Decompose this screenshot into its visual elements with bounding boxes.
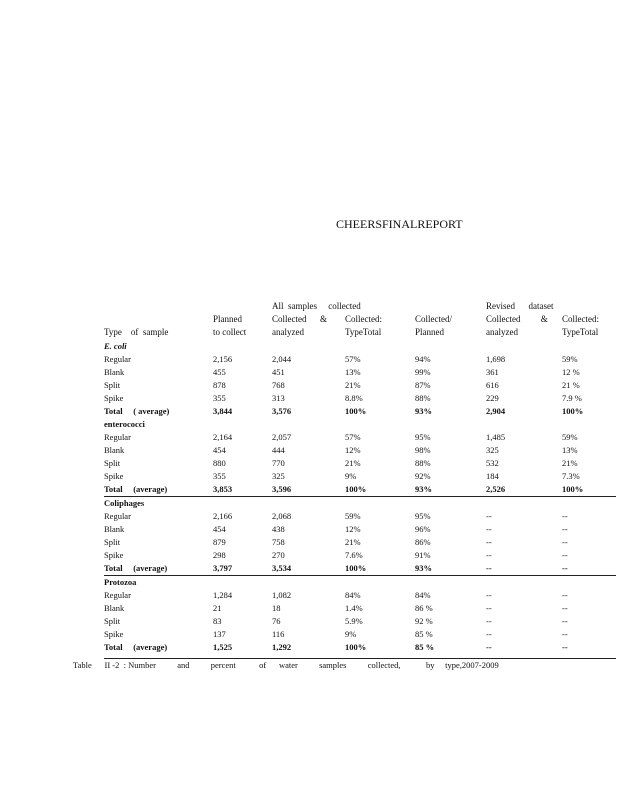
empty-cell [213, 418, 272, 431]
table-cell: 21% [345, 458, 361, 468]
table-cell: 59% [562, 432, 578, 442]
header-collected-slash: Collected/ [415, 314, 452, 324]
table-cell: 99% [415, 367, 431, 377]
header-rev-type-total: TypeTotal [562, 327, 599, 337]
empty-cell [486, 340, 562, 353]
table-cell: -- [562, 603, 568, 613]
table-cell: 93% [415, 563, 432, 573]
table-cell: -- [562, 563, 568, 573]
table-cell: 270 [272, 550, 285, 560]
table-row [104, 353, 616, 366]
header-type-total: TypeTotal [345, 327, 382, 337]
empty-cell [272, 418, 345, 431]
table-cell: -- [562, 511, 568, 521]
table-cell: 21 % [562, 380, 580, 390]
table-cell: 57% [345, 354, 361, 364]
section-header-row [104, 576, 616, 590]
table-cell: 93% [415, 406, 432, 416]
table-row [104, 457, 616, 470]
table-cell: 3,534 [272, 563, 292, 573]
table-cell: 96% [415, 524, 431, 534]
row-label: Regular [104, 354, 131, 364]
table-row [104, 379, 616, 392]
row-label: Total (average) [104, 642, 168, 652]
table-cell: -- [562, 590, 568, 600]
table-cell: -- [486, 590, 492, 600]
table-cell: 92 % [415, 616, 433, 626]
row-label: Total (average) [104, 563, 168, 573]
table-cell: -- [486, 629, 492, 639]
table-cell: -- [486, 642, 492, 652]
row-label: Regular [104, 432, 131, 442]
empty-cell [345, 576, 415, 590]
table-cell: 444 [272, 445, 285, 455]
row-label: Spike [104, 393, 124, 403]
table-cell: 95% [415, 511, 431, 521]
table-cell: 1,485 [486, 432, 506, 442]
table-cell: 451 [272, 367, 285, 377]
empty-cell [345, 340, 415, 353]
table-cell: 137 [213, 629, 226, 639]
table-cell: 3,596 [272, 484, 292, 494]
table-cell: 1,525 [213, 642, 233, 652]
table-cell: 2,166 [213, 511, 233, 521]
table-cell: 95% [415, 432, 431, 442]
section-header-row [104, 497, 616, 511]
section-name: enterococci [104, 419, 145, 429]
table-cell: 84% [415, 590, 431, 600]
table-cell: 2,904 [486, 406, 506, 416]
header-type-of-sample: Type of sample [104, 327, 169, 337]
table-cell: 59% [562, 354, 578, 364]
empty-cell [213, 497, 272, 511]
total-row [104, 483, 616, 497]
header-rev-analyzed: analyzed [486, 327, 518, 337]
empty-cell [486, 576, 562, 590]
section-name: E. coli [104, 341, 127, 351]
table-cell: 21% [345, 537, 361, 547]
table-cell: 57% [345, 432, 361, 442]
empty-cell [562, 340, 616, 353]
header-planned-2: Planned [415, 327, 444, 337]
empty-cell [272, 497, 345, 511]
table-cell: 12 % [562, 367, 580, 377]
table-row [104, 602, 616, 615]
empty-cell [562, 576, 616, 590]
table-cell: -- [486, 563, 492, 573]
table-cell: 85 % [415, 629, 433, 639]
table-row [104, 444, 616, 457]
table-cell: 7.6% [345, 550, 363, 560]
row-label: Spike [104, 629, 124, 639]
section-name: Protozoa [104, 576, 213, 590]
table-cell: 83 [213, 616, 222, 626]
table-cell: 100% [345, 642, 367, 652]
table-cell: 13% [562, 445, 578, 455]
row-label: Total ( average) [104, 406, 170, 416]
table-cell: 455 [213, 367, 226, 377]
table-cell: 2,526 [486, 484, 506, 494]
table-cell: 768 [272, 380, 285, 390]
table-cell: 454 [213, 445, 226, 455]
table-cell: -- [562, 642, 568, 652]
table-cell: 3,797 [213, 563, 233, 573]
table-cell: 100% [562, 406, 584, 416]
table-cell: -- [562, 629, 568, 639]
row-label: Regular [104, 511, 131, 521]
table-cell: 59% [345, 511, 361, 521]
table-row [104, 628, 616, 641]
row-label: Split [104, 458, 121, 468]
table-cell: 21% [562, 458, 578, 468]
table-cell: 355 [213, 471, 226, 481]
table-cell: 84% [345, 590, 361, 600]
table-cell: 21 [213, 603, 222, 613]
table-cell: 1,292 [272, 642, 292, 652]
table-row [104, 510, 616, 523]
row-label: Regular [104, 590, 131, 600]
table-cell: 229 [486, 393, 499, 403]
table-cell: -- [486, 616, 492, 626]
table-cell: 8.8% [345, 393, 363, 403]
table-cell: 438 [272, 524, 285, 534]
table-cell: 454 [213, 524, 226, 534]
row-label: Total (average) [104, 484, 168, 494]
table-row [104, 470, 616, 483]
table-bottom-rule [104, 658, 616, 659]
table-cell: 18 [272, 603, 281, 613]
row-label: Blank [104, 367, 125, 377]
table-cell: -- [562, 616, 568, 626]
table-cell: 12% [345, 524, 361, 534]
table-cell: 86 % [415, 603, 433, 613]
table-cell: 880 [213, 458, 226, 468]
table-row [104, 589, 616, 602]
table-cell: 85 % [415, 642, 435, 652]
table-cell: 86% [415, 537, 431, 547]
header-rev-collected-amp: Collected & [486, 314, 548, 324]
table-cell: 878 [213, 380, 226, 390]
section-header-row [104, 418, 616, 431]
table-cell: 2,068 [272, 511, 292, 521]
table-row [104, 366, 616, 379]
table-cell: 100% [562, 484, 584, 494]
table-cell: 532 [486, 458, 499, 468]
total-row [104, 405, 616, 418]
table-cell: 879 [213, 537, 226, 547]
table-cell: 94% [415, 354, 431, 364]
header-all-samples: All samples collected [272, 301, 361, 311]
table-row [104, 536, 616, 549]
samples-table [104, 340, 616, 654]
table-caption: Table II -2 : Number and percent of water samples collected, by type,2007-2009 [73, 660, 499, 670]
table-cell: 12% [345, 445, 361, 455]
header-to-collect: to collect [213, 327, 247, 337]
report-title: CHEERSFINALREPORT [336, 217, 463, 231]
table-cell: 298 [213, 550, 226, 560]
table-cell: 2,164 [213, 432, 233, 442]
table-cell: 100% [345, 406, 367, 416]
table-cell: 313 [272, 393, 285, 403]
empty-cell [415, 418, 486, 431]
empty-cell [562, 497, 616, 511]
table-row [104, 392, 616, 405]
empty-cell [213, 340, 272, 353]
table-cell: 116 [272, 629, 285, 639]
header-revised-dataset: Revised dataset [486, 301, 554, 311]
total-row [104, 562, 616, 576]
row-label: Spike [104, 471, 124, 481]
table-cell: -- [486, 603, 492, 613]
empty-cell [213, 576, 272, 590]
table-cell: 5.9% [345, 616, 363, 626]
table-cell: 93% [415, 484, 432, 494]
table-cell: 2,156 [213, 354, 233, 364]
table-cell: 7.9 % [562, 393, 582, 403]
empty-cell [345, 418, 415, 431]
table-cell: 758 [272, 537, 285, 547]
table-cell: 98% [415, 445, 431, 455]
header-collected-amp: Collected & [272, 314, 327, 324]
table-cell: 184 [486, 471, 499, 481]
table-cell: -- [562, 550, 568, 560]
table-cell: 100% [345, 484, 367, 494]
table-cell: 1,698 [486, 354, 506, 364]
row-label: Split [104, 537, 121, 547]
table-row [104, 615, 616, 628]
empty-cell [272, 576, 345, 590]
table-cell: 76 [272, 616, 281, 626]
table-cell: 3,576 [272, 406, 292, 416]
table-cell: -- [486, 537, 492, 547]
header-analyzed: analyzed [272, 327, 304, 337]
section-name: Coliphages [104, 497, 213, 511]
empty-cell [415, 497, 486, 511]
header-collected-colon: Collected: [345, 314, 382, 324]
empty-cell [345, 497, 415, 511]
table-cell: 88% [415, 458, 431, 468]
table-cell: 1.4% [345, 603, 363, 613]
table-cell: 87% [415, 380, 431, 390]
table-cell: 3,844 [213, 406, 233, 416]
total-row [104, 641, 616, 654]
empty-cell [486, 418, 562, 431]
table-cell: 92% [415, 471, 431, 481]
header-rev-collected-colon: Collected: [562, 314, 599, 324]
table-cell: -- [562, 524, 568, 534]
row-label: Blank [104, 445, 125, 455]
table-cell: 88% [415, 393, 431, 403]
table-cell: 9% [345, 471, 357, 481]
header-planned: Planned [213, 314, 242, 324]
table-cell: -- [486, 511, 492, 521]
table-cell: 2,044 [272, 354, 292, 364]
table-cell: 325 [486, 445, 499, 455]
table-cell: 616 [486, 380, 499, 390]
empty-cell [415, 576, 486, 590]
table-cell: 355 [213, 393, 226, 403]
empty-cell [272, 340, 345, 353]
table-cell: 100% [345, 563, 367, 573]
table-cell: 1,284 [213, 590, 233, 600]
table-cell: 7.3% [562, 471, 580, 481]
row-label: Blank [104, 603, 125, 613]
table-row [104, 549, 616, 562]
table-cell: 1,082 [272, 590, 292, 600]
row-label: Blank [104, 524, 125, 534]
empty-cell [486, 497, 562, 511]
section-header-row [104, 340, 616, 353]
table-cell: -- [486, 550, 492, 560]
table-cell: -- [562, 537, 568, 547]
table-cell: 21% [345, 380, 361, 390]
empty-cell [415, 340, 486, 353]
table-cell: 361 [486, 367, 499, 377]
table-cell: 325 [272, 471, 285, 481]
table-row [104, 431, 616, 444]
table-cell: 2,057 [272, 432, 292, 442]
table-row [104, 523, 616, 536]
row-label: Spike [104, 550, 124, 560]
empty-cell [562, 418, 616, 431]
row-label: Split [104, 380, 121, 390]
table-cell: 13% [345, 367, 361, 377]
row-label: Split [104, 616, 121, 626]
table-cell: 91% [415, 550, 431, 560]
table-cell: 3,853 [213, 484, 233, 494]
table-cell: -- [486, 524, 492, 534]
table-cell: 770 [272, 458, 285, 468]
table-cell: 9% [345, 629, 357, 639]
